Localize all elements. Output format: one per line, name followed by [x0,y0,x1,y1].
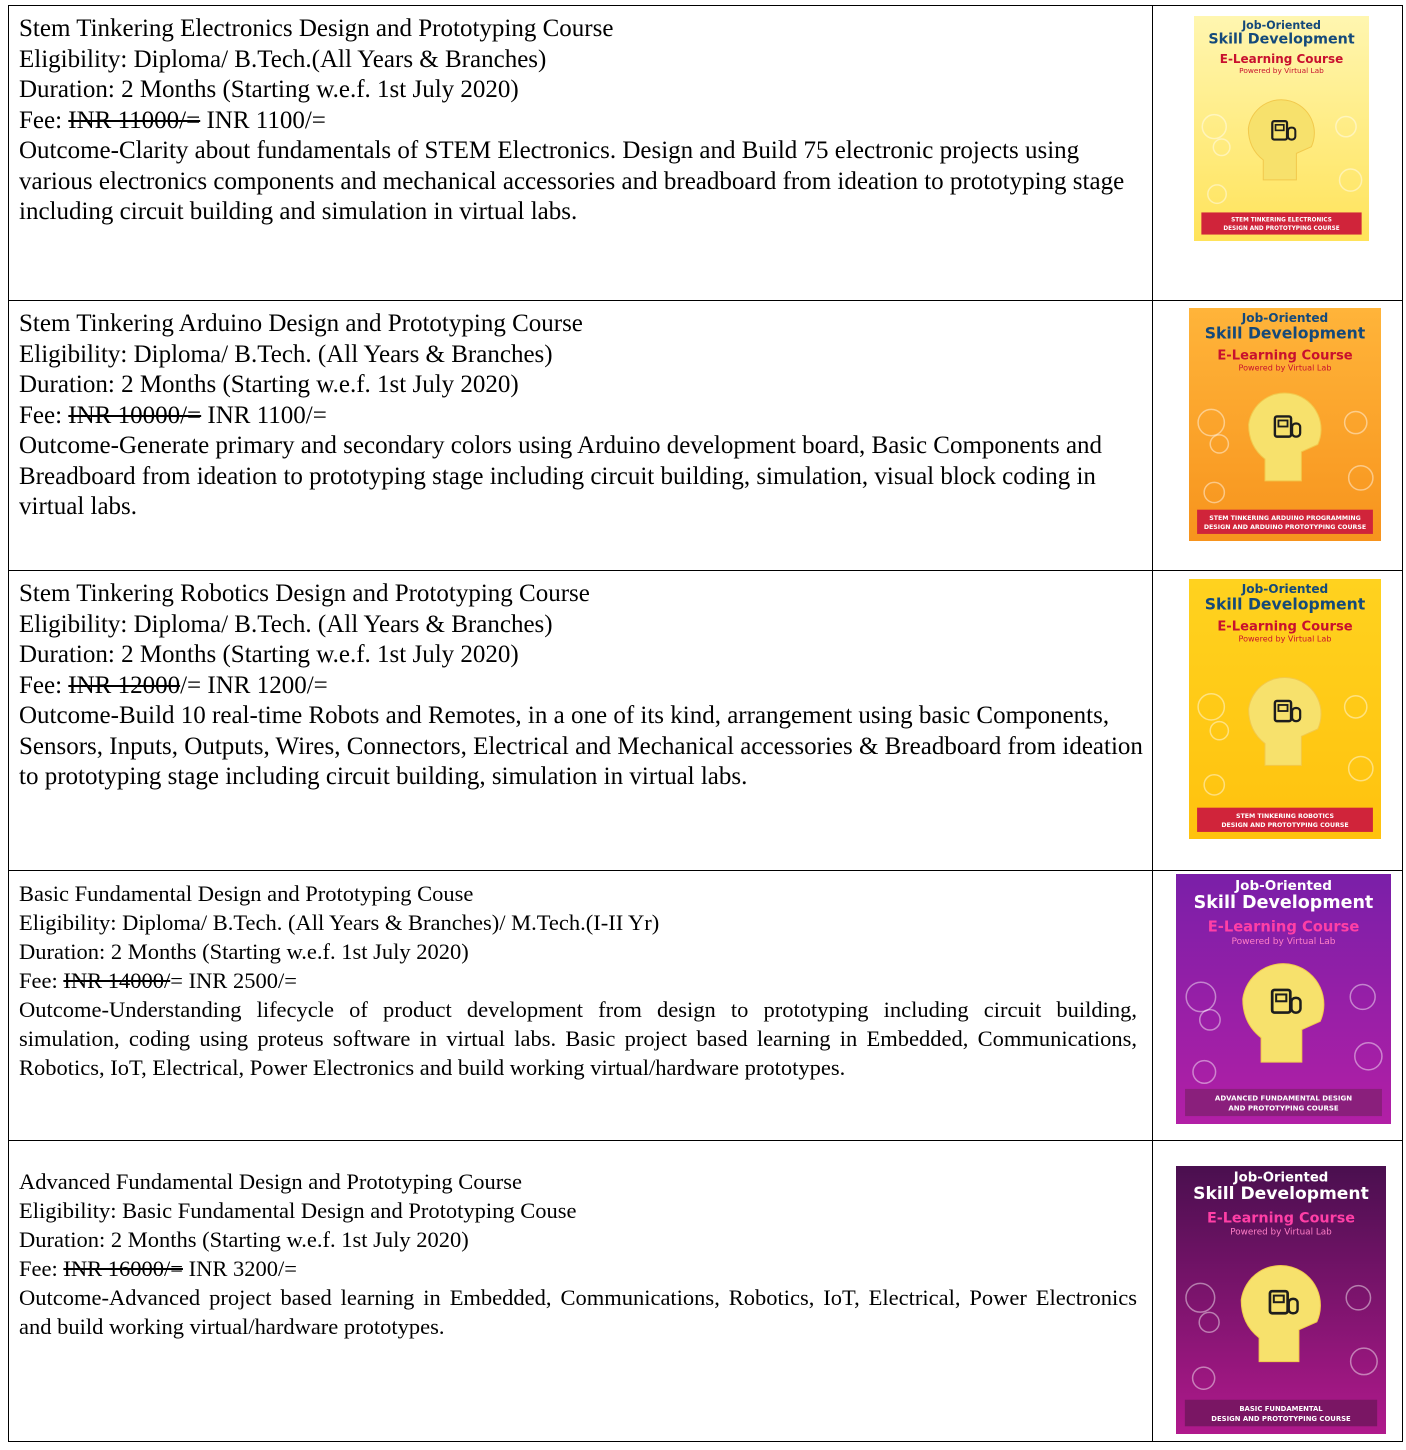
course-poster [1189,308,1381,541]
fee-old-price: INR 14000/ [63,968,171,993]
poster-banner-line2: DESIGN AND ARDUINO PROTOTYPING COURSE [1203,524,1367,532]
poster-banner-line2: AND PROTOTYPING COURSE [1228,1103,1339,1113]
course-row-basic-fundamental [8,870,1403,1140]
column-divider [1152,571,1153,870]
fee-old-price: INR 16000/= [63,1256,183,1281]
poster-banner-line1: STEM TINKERING ROBOTICS [1235,812,1335,820]
course-outcome: Outcome-Clarity about fundamentals of STEM Electronics. Design and Build 75 electronic projects using various electronics components and mechanical accessories and breadboard from ideation to prototyping stage including circuit building and simulation in virtual labs. [19,137,1125,225]
poster-heading-line2: Skill Development [1204,594,1366,614]
poster-powered-by: Powered by Virtual Lab [1238,362,1332,373]
poster-graphic [1176,1166,1386,1434]
course-eligibility: Eligibility: Diploma/ B.Tech. (All Years & Branches) [19,610,553,638]
course-details [19,1167,1137,1341]
course-title: Stem Tinkering Robotics Design and Prototyping Course [19,580,590,607]
fee-label: Fee: [19,106,69,134]
poster-banner-line1: STEM TINKERING ARDUINO PROGRAMMING [1209,514,1361,522]
fee-new-price: INR 1100/= [200,106,326,134]
column-divider [1152,1141,1153,1441]
poster-heading-line2: Skill Development [1193,892,1374,913]
poster-heading-line1: Job-Oriented [1233,1170,1329,1186]
poster-banner-line2: DESIGN AND PROTOTYPING COURSE [1221,822,1349,830]
poster-banner-line1: STEM TINKERING ELECTRONICS [1231,217,1332,224]
course-eligibility: Eligibility: Diploma/ B.Tech.(All Years & Branches) [19,45,547,73]
fee-old-price: INR 12000 [68,671,181,699]
course-fee [19,401,1149,432]
course-poster [1176,1166,1386,1434]
poster-subtitle: E-Learning Course [1207,918,1360,936]
column-divider [1152,6,1153,300]
poster-banner-line1: ADVANCED FUNDAMENTAL DESIGN [1214,1093,1353,1103]
poster-heading-line2: Skill Development [1204,323,1366,343]
poster-banner-line2: DESIGN AND PROTOTYPING COURSE [1223,226,1340,233]
poster-heading-line1: Job-Oriented [1241,582,1329,597]
course-eligibility: Eligibility: Diploma/ B.Tech. (All Years & Branches) [19,340,553,368]
course-title: Stem Tinkering Electronics Design and Prototyping Course [19,15,614,42]
fee-old-price: INR 11000/= [68,106,201,134]
course-poster [1194,16,1369,241]
course-title: Stem Tinkering Arduino Design and Prototyping Course [19,310,583,337]
poster-powered-by: Powered by Virtual Lab [1230,1227,1332,1238]
poster-graphic [1176,874,1391,1124]
column-divider [1152,301,1153,570]
poster-powered-by: Powered by Virtual Lab [1231,937,1336,948]
course-outcome: Outcome-Generate primary and secondary colors using Arduino development board, Basic Components and Breadboard from ideation to prototyping stage including circuit building, simulation, visual block coding in virtual labs. [19,432,1103,520]
course-duration: Duration: 2 Months (Starting w.e.f. 1st July 2020) [19,76,519,103]
fee-label: Fee: [19,968,64,993]
poster-subtitle: E-Learning Course [1217,348,1353,364]
fee-old-price: INR 10000/= [68,401,202,429]
poster-subtitle: E-Learning Course [1217,619,1353,635]
fee-label: Fee: [19,1256,64,1281]
course-poster [1189,579,1381,839]
course-duration: Duration: 2 Months (Starting w.e.f. 1st July 2020) [19,939,469,964]
course-title: Advanced Fundamental Design and Prototyping Course [19,1169,523,1194]
course-eligibility: Eligibility: Diploma/ B.Tech. (All Years & Branches)/ M.Tech.(I-II Yr) [19,910,660,935]
poster-heading-line2: Skill Development [1208,31,1355,48]
course-row-robotics [8,570,1403,870]
column-divider [1152,871,1153,1140]
course-outcome: Outcome-Understanding lifecycle of product development from design to prototyping including circuit building, simulation, coding using proteus software in virtual labs. Basic project based learning in Embedded, Communications, Robotics, IoT, Electrical, Power Electronics and build working virtual/hardware prototypes. [19,997,1137,1080]
course-fee [19,671,1149,702]
fee-new-price: = INR 2500/= [170,968,297,993]
poster-subtitle: E-Learning Course [1206,1210,1356,1227]
course-title: Basic Fundamental Design and Prototyping Couse [19,881,474,906]
course-duration: Duration: 2 Months (Starting w.e.f. 1st July 2020) [19,1227,469,1252]
course-poster [1176,874,1391,1124]
course-details [19,14,1149,228]
course-row-advanced-fundamental [8,1140,1403,1442]
poster-heading-line1: Job-Oriented [1235,877,1332,894]
fee-new-price: INR 3200/= [182,1256,297,1281]
course-row-arduino [8,300,1403,570]
poster-heading-line1: Job-Oriented [1241,311,1329,326]
poster-powered-by: Powered by Virtual Lab [1238,633,1332,644]
course-details [19,309,1149,523]
course-fee [19,1254,1137,1283]
course-details [19,879,1137,1082]
poster-powered-by: Powered by Virtual Lab [1239,66,1324,76]
poster-graphic [1194,16,1369,241]
poster-graphic [1189,308,1381,541]
course-fee [19,106,1149,137]
course-outcome: Outcome-Advanced project based learning in Embedded, Communications, Robotics, IoT, Electrical, Power Electronics and build working virtual/hardware prototypes. [19,1285,1137,1339]
poster-heading-line2: Skill Development [1193,1184,1369,1205]
course-duration: Duration: 2 Months (Starting w.e.f. 1st July 2020) [19,641,519,668]
fee-label: Fee: [19,401,69,429]
poster-banner-line2: DESIGN AND PROTOTYPING COURSE [1211,1414,1351,1423]
poster-graphic [1189,579,1381,839]
fee-new-price: /= INR 1200/= [180,671,328,699]
course-row-electronics [8,5,1403,300]
poster-banner-line1: BASIC FUNDAMENTAL [1239,1404,1323,1413]
poster-heading-line1: Job-Oriented [1242,18,1321,32]
course-details [19,579,1149,793]
fee-label: Fee: [19,671,69,699]
course-eligibility: Eligibility: Basic Fundamental Design and Prototyping Couse [19,1198,577,1223]
poster-subtitle: E-Learning Course [1219,51,1344,66]
course-duration: Duration: 2 Months (Starting w.e.f. 1st July 2020) [19,371,519,398]
course-outcome: Outcome-Build 10 real-time Robots and Remotes, in a one of its kind, arrangement using basic Components, Sensors, Inputs, Outputs, Wires, Connectors, Electrical and Mechanical accessories & Breadboard from ideation to prototyping stage including circuit building, simulation in virtual labs. [19,702,1143,790]
course-fee [19,966,1137,995]
fee-new-price: INR 1100/= [201,401,327,429]
